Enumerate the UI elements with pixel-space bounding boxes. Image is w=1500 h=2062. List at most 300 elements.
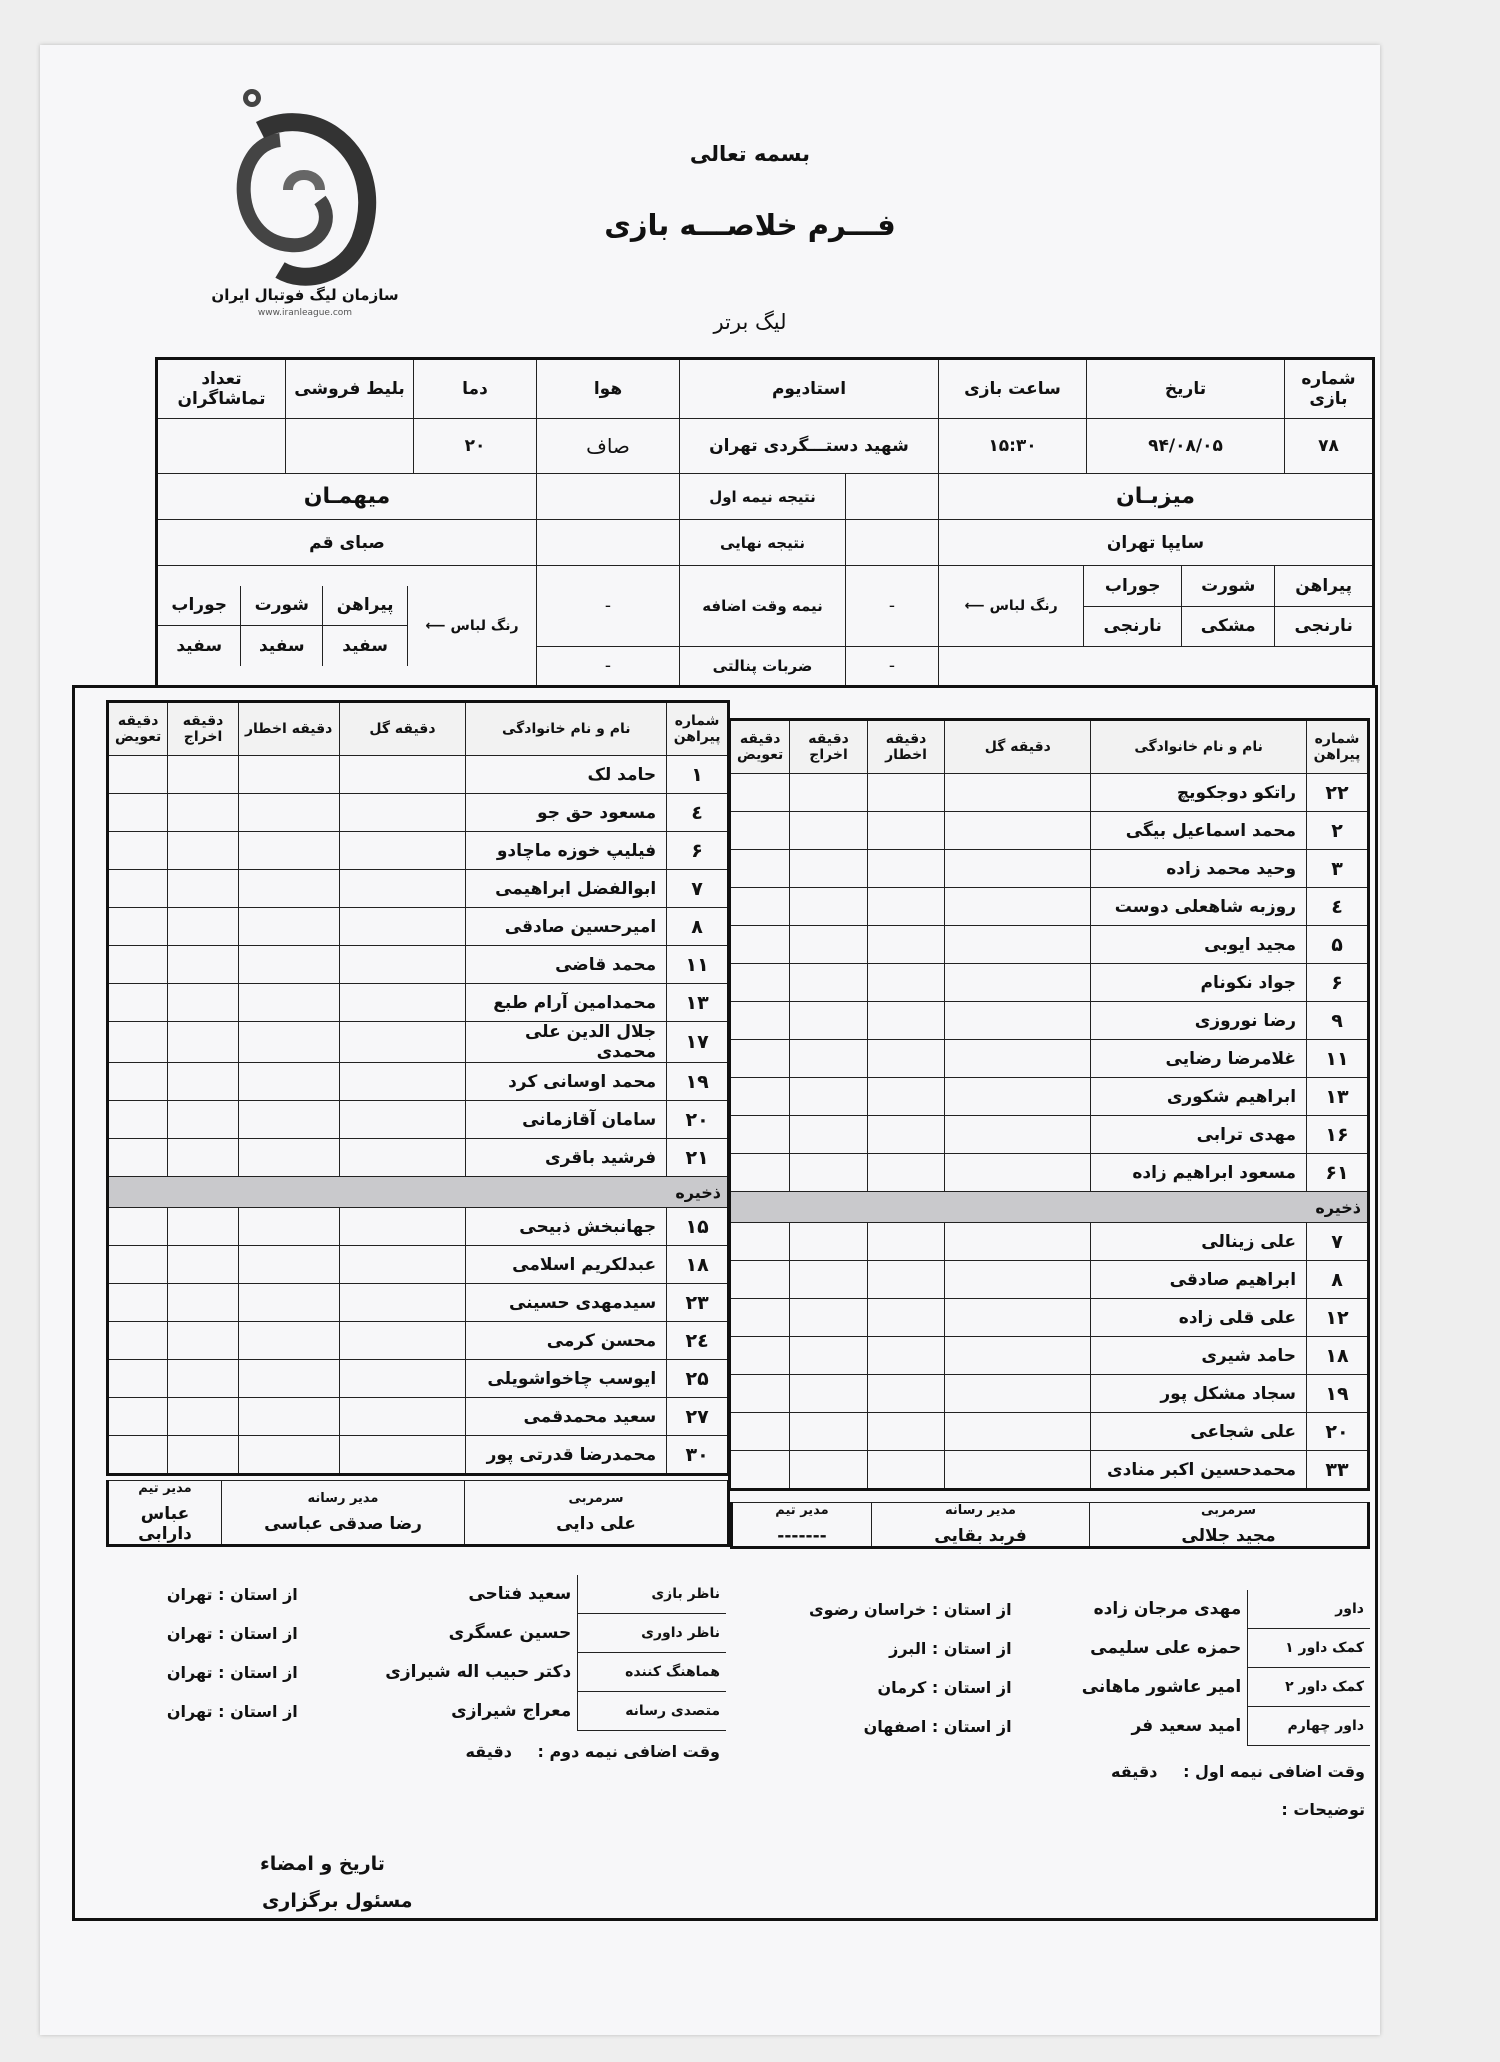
table-row [108,1246,729,1284]
table-row [108,1322,729,1360]
red-card-minute-cell [168,908,238,946]
goal-minute-cell [339,1436,466,1475]
goal-minute-cell [945,888,1091,926]
manager-label: مدیر تیم [775,1503,829,1518]
guest-media-name: رضا صدقی عباسی [264,1514,422,1534]
substitution-minute-cell [108,1436,168,1475]
substitution-minute-cell [108,794,168,832]
table-row [730,850,1369,888]
host-manager-name: ------- [777,1526,827,1546]
shirt-number: ۳۳ [1307,1451,1369,1490]
player-name: وحید محمد زاده [1091,850,1307,888]
goal-minute-cell [945,774,1091,812]
goal-minute-cell [339,794,466,832]
goal-minute-cell [339,984,466,1022]
shirt-number: ۶ [1307,964,1369,1002]
final-result-label: نتیجه نهایی [680,520,846,566]
warning-minute-cell [867,774,945,812]
shirt-number: ۱۶ [1307,1116,1369,1154]
table-row [730,774,1369,812]
table-row [108,984,729,1022]
from-province-label: از استان : [218,1662,298,1682]
red-card-minute-cell [168,794,238,832]
stadium-label: استادیوم [680,359,939,419]
warning-minute-cell [867,926,945,964]
warning-minute-cell [238,1022,339,1063]
official-row [107,1653,727,1692]
red-card-minute-cell [168,1360,238,1398]
warning-minute-cell [867,1116,945,1154]
warning-minute-cell [238,1101,339,1139]
shirt-number: ۲۲ [1307,774,1369,812]
player-name: محمد اوسانی کرد [466,1063,667,1101]
table-row [108,1360,729,1398]
red-card-minute-cell [790,1116,868,1154]
player-name: محمدرضا قدرتی پور [466,1436,667,1475]
shirt-number: ۲۵ [667,1360,729,1398]
red-card-minute-cell [168,1398,238,1436]
table-row [108,1398,729,1436]
temp-value: ۲۰ [414,419,537,474]
warning-minute-cell [867,1375,945,1413]
table-row [730,1154,1369,1192]
tickets-label: بلیط فروشی [286,359,414,419]
col-warning-minute: دقیقه اخطار [867,720,945,774]
shirt-number: ۱۳ [1307,1078,1369,1116]
kit-color-label-guest: رنگ لباس [450,617,519,634]
org-name: سازمان لیگ فوتبال ایران [211,286,399,304]
goal-minute-cell [945,1040,1091,1078]
red-card-minute-cell [790,926,868,964]
warning-minute-cell [238,946,339,984]
stadium-name: شهید دستـــگردی تهران [680,419,939,474]
table-row [108,908,729,946]
red-card-minute-cell [168,1139,238,1177]
goal-minute-cell [339,1139,466,1177]
coach-label: سرمربی [568,1491,624,1506]
red-card-minute-cell [168,1208,238,1246]
official-role: متصدی رسانه [578,1692,726,1731]
warning-minute-cell [867,1223,945,1261]
warning-minute-cell [238,1284,339,1322]
table-row [730,1451,1369,1490]
shirt-number: ۱۷ [667,1022,729,1063]
official-name: حمزه علی سلیمی [1090,1638,1242,1658]
shirt-number: ۲۰ [667,1101,729,1139]
player-name: غلامرضا رضایی [1091,1040,1307,1078]
table-row [730,888,1369,926]
col-substitution-minute: دقیقه تعویض [730,720,790,774]
official-province-cell [731,1629,1018,1668]
col-shirt-number: شماره پیراهن [667,702,729,756]
guest-staff-table [106,1480,730,1547]
substitution-minute-cell [730,1337,790,1375]
spectators-label: تعداد تماشاگران [157,359,286,419]
shirt-number: ٤ [667,794,729,832]
substitution-minute-cell [108,1101,168,1139]
guest-team-name: صبای قم [157,520,537,566]
player-name: جهانبخش ذبیحی [466,1208,667,1246]
substitution-minute-cell [730,1299,790,1337]
red-card-minute-cell [790,1154,868,1192]
warning-minute-cell [238,870,339,908]
match-date: ۹۴/۰۸/۰۵ [1087,419,1285,474]
official-name: مهدی مرجان زاده [1093,1599,1242,1620]
goal-minute-cell [945,1154,1091,1192]
reserves-header-row [730,1192,1369,1223]
shirt-number: ۱۲ [1307,1299,1369,1337]
official-province: البرز [889,1638,927,1658]
player-name: جواد نکونام [1091,964,1307,1002]
table-row [108,832,729,870]
red-card-minute-cell [790,1261,868,1299]
warning-minute-cell [238,1398,339,1436]
table-row [730,1078,1369,1116]
official-province-cell [107,1653,304,1692]
first-half-extra-label: وقت اضافی نیمه اول : [1183,1762,1365,1781]
guest-kit-cell [157,566,537,687]
substitution-minute-cell [108,1322,168,1360]
warning-minute-cell [238,794,339,832]
player-name: امیرحسین صادقی [466,908,667,946]
host-coach-name: مجید جلالی [1181,1526,1276,1546]
guest-coach-name: علی دایی [556,1514,636,1534]
table-row [730,926,1369,964]
half-result-label: نتیجه نیمه اول [680,474,846,520]
warning-minute-cell [238,984,339,1022]
goal-minute-cell [945,964,1091,1002]
warning-minute-cell [867,812,945,850]
player-name: سجاد مشکل پور [1091,1375,1307,1413]
shirt-number: ۷ [1307,1223,1369,1261]
guest-manager-name: عباس دارابی [138,1504,192,1544]
official-name: امید سعید فر [1131,1716,1242,1736]
extra-time-guest: - [537,566,680,647]
official-row [107,1692,727,1731]
final-result-guest [537,520,680,566]
warning-minute-cell [867,1337,945,1375]
org-url: www.iranleague.com [257,308,353,318]
table-row [730,1299,1369,1337]
shirt-number: ۸ [667,908,729,946]
weather-value: صاف [537,419,680,474]
player-name: فرشید باقری [466,1139,667,1177]
goal-minute-cell [339,832,466,870]
host-kit-spacer [939,647,1374,687]
reserves-label: ذخیره [108,1177,729,1208]
temp-label: دما [414,359,537,419]
guest-kit-label [408,586,536,666]
host-socks-label: جوراب [1084,566,1182,606]
arrow-left-icon: ⟵ [425,617,446,634]
warning-minute-cell [867,1002,945,1040]
shirt-number: ۱۹ [1307,1375,1369,1413]
official-name: معراج شیرازی [451,1701,572,1721]
table-row [108,870,729,908]
match-time: ۱۵:۳۰ [939,419,1087,474]
notes-label: توضیحات : [1281,1800,1365,1819]
player-name: سامان آقازمانی [466,1101,667,1139]
player-name: ابوالفضل ابراهیمی [466,870,667,908]
half-result-guest [537,474,680,520]
substitution-minute-cell [108,1284,168,1322]
first-half-extra [1000,1762,1365,1781]
substitution-minute-cell [108,1360,168,1398]
host-shorts-color: مشکی [1182,606,1275,646]
red-card-minute-cell [168,1063,238,1101]
official-province-cell [107,1692,304,1731]
second-half-extra [420,1742,720,1761]
shirt-number: ۳۰ [667,1436,729,1475]
substitution-minute-cell [108,908,168,946]
goal-minute-cell [339,1063,466,1101]
player-name: حامد لک [466,756,667,794]
table-row [108,1063,729,1101]
penalties-guest: - [537,647,680,687]
kit-color-label: رنگ لباس [989,598,1058,614]
substitution-minute-cell [108,1063,168,1101]
player-name: علی شجاعی [1091,1413,1307,1451]
red-card-minute-cell [790,1040,868,1078]
official-role: هماهنگ کننده [578,1653,726,1692]
official-row [107,1575,727,1614]
host-kit-label [939,566,1084,646]
table-row [730,1413,1369,1451]
match-number-label: شماره بازی [1285,359,1374,419]
official-province: تهران [166,1584,213,1604]
col-shirt-number: شماره پیراهن [1307,720,1369,774]
substitution-minute-cell [730,1413,790,1451]
red-card-minute-cell [168,1322,238,1360]
official-name: امیر عاشور ماهانی [1081,1677,1242,1697]
official-row [107,1614,727,1653]
table-row [730,1223,1369,1261]
shirt-number: ۶۱ [1307,1154,1369,1192]
goal-minute-cell [945,1375,1091,1413]
col-substitution-minute: دقیقه تعویض [108,702,168,756]
shirt-number: ۱۳ [667,984,729,1022]
official-province: خراسان رضوی [809,1599,927,1619]
goal-minute-cell [339,1284,466,1322]
shirt-number: ۲ [1307,812,1369,850]
weather-label: هوا [537,359,680,419]
shirt-number: ۸ [1307,1261,1369,1299]
warning-minute-cell [238,1246,339,1284]
red-card-minute-cell [790,1002,868,1040]
official-province: تهران [166,1701,213,1721]
table-row [730,812,1369,850]
substitution-minute-cell [730,1040,790,1078]
host-manager-cell [732,1503,872,1548]
goal-minute-cell [339,946,466,984]
shirt-number: ۲۱ [667,1139,729,1177]
player-name: محسن کرمی [466,1322,667,1360]
shirt-number: ۱۸ [667,1246,729,1284]
manager-label: مدیر تیم [138,1481,192,1496]
shirt-number: ۲۳ [667,1284,729,1322]
goal-minute-cell [339,1208,466,1246]
col-goal-minute: دقیقه گل [339,702,466,756]
official-role: داور [1248,1590,1370,1629]
red-card-minute-cell [790,1375,868,1413]
official-province: تهران [166,1662,213,1682]
guest-media-cell [222,1481,465,1546]
player-name: روزبه شاهعلی دوست [1091,888,1307,926]
player-name: علی زینالی [1091,1223,1307,1261]
goal-minute-cell [945,1451,1091,1490]
red-card-minute-cell [790,774,868,812]
official-province: اصفهان [863,1716,927,1736]
player-name: محمد قاضی [466,946,667,984]
warning-minute-cell [867,850,945,888]
goal-minute-cell [339,1360,466,1398]
warning-minute-cell [238,908,339,946]
substitution-minute-cell [108,1022,168,1063]
goal-minute-cell [945,1116,1091,1154]
second-half-extra-label: وقت اضافی نیمه دوم : [537,1742,720,1761]
player-name: ابراهیم صادقی [1091,1261,1307,1299]
form-title: فـــرم خلاصـــه بازی [604,208,896,242]
warning-minute-cell [867,1040,945,1078]
signature-official-label: مسئول برگزاری [262,1890,413,1912]
red-card-minute-cell [168,946,238,984]
official-row [731,1707,1371,1746]
half-result-host [846,474,939,520]
extra-time-label: نیمه وقت اضافه [680,566,846,647]
official-role: کمک داور ۱ [1248,1629,1370,1668]
extra-time-host: - [846,566,939,647]
referees-table [730,1590,1370,1746]
penalties-host: - [846,647,939,687]
red-card-minute-cell [168,1246,238,1284]
coach-label: سرمربی [1200,1503,1257,1518]
goal-minute-cell [945,926,1091,964]
table-row [730,1040,1369,1078]
warning-minute-cell [867,964,945,1002]
shirt-number: ۱۹ [667,1063,729,1101]
substitution-minute-cell [730,774,790,812]
table-row [730,1337,1369,1375]
guest-manager-cell [108,1481,222,1546]
goal-minute-cell [339,1398,466,1436]
shirt-number: ۲٤ [667,1322,729,1360]
guest-label: میهمـان [157,474,537,520]
shirt-number: ۷ [667,870,729,908]
first-half-extra-unit: دقیقه [1111,1762,1158,1781]
official-province: تهران [166,1623,213,1643]
from-province-label: از استان : [931,1599,1012,1619]
shirt-number: ۶ [667,832,729,870]
player-name: مسعود حق جو [466,794,667,832]
from-province-label: از استان : [218,1584,298,1604]
substitution-minute-cell [108,1208,168,1246]
goal-minute-cell [339,908,466,946]
player-name: رضا نوروزی [1091,1002,1307,1040]
player-name: عبدلکریم اسلامی [466,1246,667,1284]
red-card-minute-cell [168,1022,238,1063]
guest-shorts-color: سفید [241,626,323,666]
red-card-minute-cell [790,1413,868,1451]
red-card-minute-cell [168,1284,238,1322]
substitution-minute-cell [730,1078,790,1116]
official-name: دکتر حبیب اله شیرازی [385,1662,572,1682]
substitution-minute-cell [108,870,168,908]
player-name: سیدمهدی حسینی [466,1284,667,1322]
shirt-number: ۱۸ [1307,1337,1369,1375]
substitution-minute-cell [730,1154,790,1192]
table-row [108,946,729,984]
shirt-number: ۳ [1307,850,1369,888]
player-name: محمدحسین اکبر منادی [1091,1451,1307,1490]
official-role: ناظر داوری [578,1614,726,1653]
substitution-minute-cell [730,812,790,850]
reserves-label: ذخیره [730,1192,1369,1223]
second-half-extra-unit: دقیقه [465,1742,512,1761]
shirt-number: ۱۵ [667,1208,729,1246]
goal-minute-cell [339,870,466,908]
warning-minute-cell [867,1413,945,1451]
from-province-label: از استان : [931,1677,1012,1697]
arrow-left-icon: ⟵ [964,598,985,614]
red-card-minute-cell [168,1101,238,1139]
from-province-label: از استان : [931,1638,1012,1658]
league-logo-icon [210,70,410,320]
shirt-number: ۱۱ [1307,1040,1369,1078]
warning-minute-cell [867,1451,945,1490]
red-card-minute-cell [790,812,868,850]
col-red-card-minute: دقیقه اخراج [168,702,238,756]
official-province: کرمان [877,1677,927,1697]
table-row [730,1002,1369,1040]
shirt-number: ۵ [1307,926,1369,964]
warning-minute-cell [867,1078,945,1116]
substitution-minute-cell [730,1002,790,1040]
player-name: مسعود ابراهیم زاده [1091,1154,1307,1192]
red-card-minute-cell [168,984,238,1022]
player-name: مجید ایوبی [1091,926,1307,964]
red-card-minute-cell [790,1337,868,1375]
official-name: حسین عسگری [448,1623,572,1643]
red-card-minute-cell [790,850,868,888]
official-name: سعید فتاحی [468,1584,572,1605]
goal-minute-cell [945,1413,1091,1451]
red-card-minute-cell [790,1451,868,1490]
guest-shorts-label: شورت [241,586,323,626]
goal-minute-cell [945,1337,1091,1375]
substitution-minute-cell [730,1261,790,1299]
guest-shirt-color: سفید [323,626,408,666]
red-card-minute-cell [168,756,238,794]
goal-minute-cell [339,1101,466,1139]
substitution-minute-cell [108,984,168,1022]
host-roster-table [728,718,1370,1491]
substitution-minute-cell [730,888,790,926]
goal-minute-cell [339,756,466,794]
col-player-name: نام و نام خانوادگی [466,702,667,756]
shirt-number: ۲۰ [1307,1413,1369,1451]
official-role: داور چهارم [1248,1707,1370,1746]
player-name: محمدامین آرام طبع [466,984,667,1022]
match-number: ۷۸ [1285,419,1374,474]
red-card-minute-cell [790,888,868,926]
table-row [108,756,729,794]
table-row [730,1261,1369,1299]
shirt-number: ۱ [667,756,729,794]
spectators-value [157,419,286,474]
from-province-label: از استان : [931,1716,1012,1736]
red-card-minute-cell [790,1299,868,1337]
table-row [108,1139,729,1177]
